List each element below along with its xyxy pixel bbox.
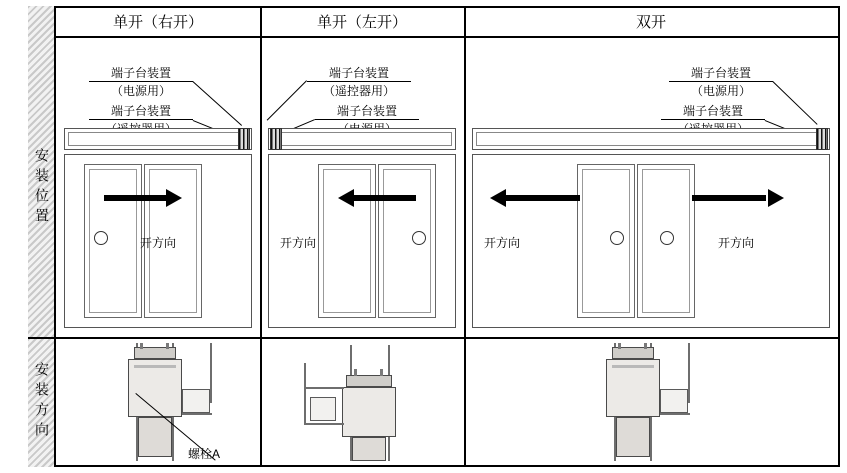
door-header-rail (472, 128, 830, 150)
column-header-label: 双开 (635, 13, 666, 31)
door-panel-sliding-left (577, 164, 635, 318)
column-header-label: 单开（左开） (316, 13, 407, 31)
door-knob (412, 231, 426, 245)
terminal-remote-label-line1: 端子台装置 (682, 104, 743, 118)
motor-side-module (182, 389, 210, 413)
terminal-block-assembly (270, 128, 282, 150)
row-label-install-direction (28, 337, 56, 467)
bolt-a-label: 螺栓A (188, 447, 221, 461)
cell-left-open-direction (260, 337, 464, 467)
column-header-left-open (260, 6, 464, 38)
motor-lower-body (352, 437, 386, 461)
motor-side-module (310, 397, 336, 421)
bolt (354, 369, 357, 376)
bolt (166, 343, 169, 349)
motor-unit-drawing (302, 345, 432, 463)
row-label-text: 安装位置 (34, 147, 50, 228)
cell-left-open-position (260, 38, 464, 337)
door-panel-fixed (84, 164, 142, 318)
leader-line-remote (267, 80, 307, 120)
door-header-rail-inner (476, 132, 826, 146)
motor-guide-line (688, 343, 690, 403)
bolt (380, 369, 383, 376)
terminal-power-label-line1: 端子台装置 (110, 66, 171, 80)
motor-lower-body (138, 417, 172, 457)
door-header-rail-inner (272, 132, 452, 146)
motor-detail (612, 365, 654, 368)
cell-double-open-direction (464, 337, 838, 467)
cell-double-open-position (464, 38, 838, 337)
motor-body (342, 387, 396, 437)
terminal-remote-label-line1: 端子台装置 (110, 104, 171, 118)
open-direction-label-left: 开方向 (484, 236, 521, 250)
motor-top-bracket (346, 375, 392, 387)
door-header-rail (268, 128, 456, 150)
door-header-rail (64, 128, 252, 150)
door-knob-left (610, 231, 624, 245)
open-direction-label-right: 开方向 (718, 236, 755, 250)
terminal-remote-label-line2: （遥控器用） (322, 84, 395, 98)
motor-detail (134, 365, 176, 368)
door-knob (94, 231, 108, 245)
row-label-install-position (28, 38, 56, 337)
cell-right-open-direction (56, 337, 260, 467)
door-panel-sliding (318, 164, 376, 318)
terminal-power-label-line2: （电源用） (690, 84, 751, 98)
terminal-power-label-line1: 端子台装置 (690, 66, 751, 80)
terminal-block-assembly (816, 128, 828, 150)
leader-line-power (192, 81, 242, 126)
terminal-power-label-line2: （电源用） (110, 84, 171, 98)
motor-guide-line (304, 363, 306, 423)
motor-guide-line (210, 343, 212, 403)
motor-guide-line (660, 413, 690, 415)
motor-guide-line (182, 413, 212, 415)
terminal-power-label-line1: 端子台装置 (336, 104, 397, 118)
cell-right-open-position (56, 38, 260, 337)
door-panel-fixed (378, 164, 436, 318)
column-header-label: 单开（右开） (112, 13, 203, 31)
row-label-text: 安装方向 (34, 362, 50, 442)
open-direction-label: 开方向 (140, 236, 177, 250)
column-header-double-open (464, 6, 838, 38)
door-knob-right (660, 231, 674, 245)
bolt (618, 343, 621, 349)
bolt (140, 343, 143, 349)
column-header-right-open (56, 6, 260, 38)
door-header-rail-inner (68, 132, 248, 146)
bolt (644, 343, 647, 349)
terminal-remote-label-line1: 端子台装置 (328, 66, 389, 80)
leader-line-power (772, 81, 817, 125)
terminal-block-assembly (238, 128, 250, 150)
open-direction-label: 开方向 (280, 236, 317, 250)
motor-lower-body (616, 417, 650, 457)
motor-guide-line (304, 423, 344, 425)
motor-guide-line (304, 387, 344, 389)
motor-unit-drawing (594, 343, 724, 463)
motor-side-module (660, 389, 688, 413)
